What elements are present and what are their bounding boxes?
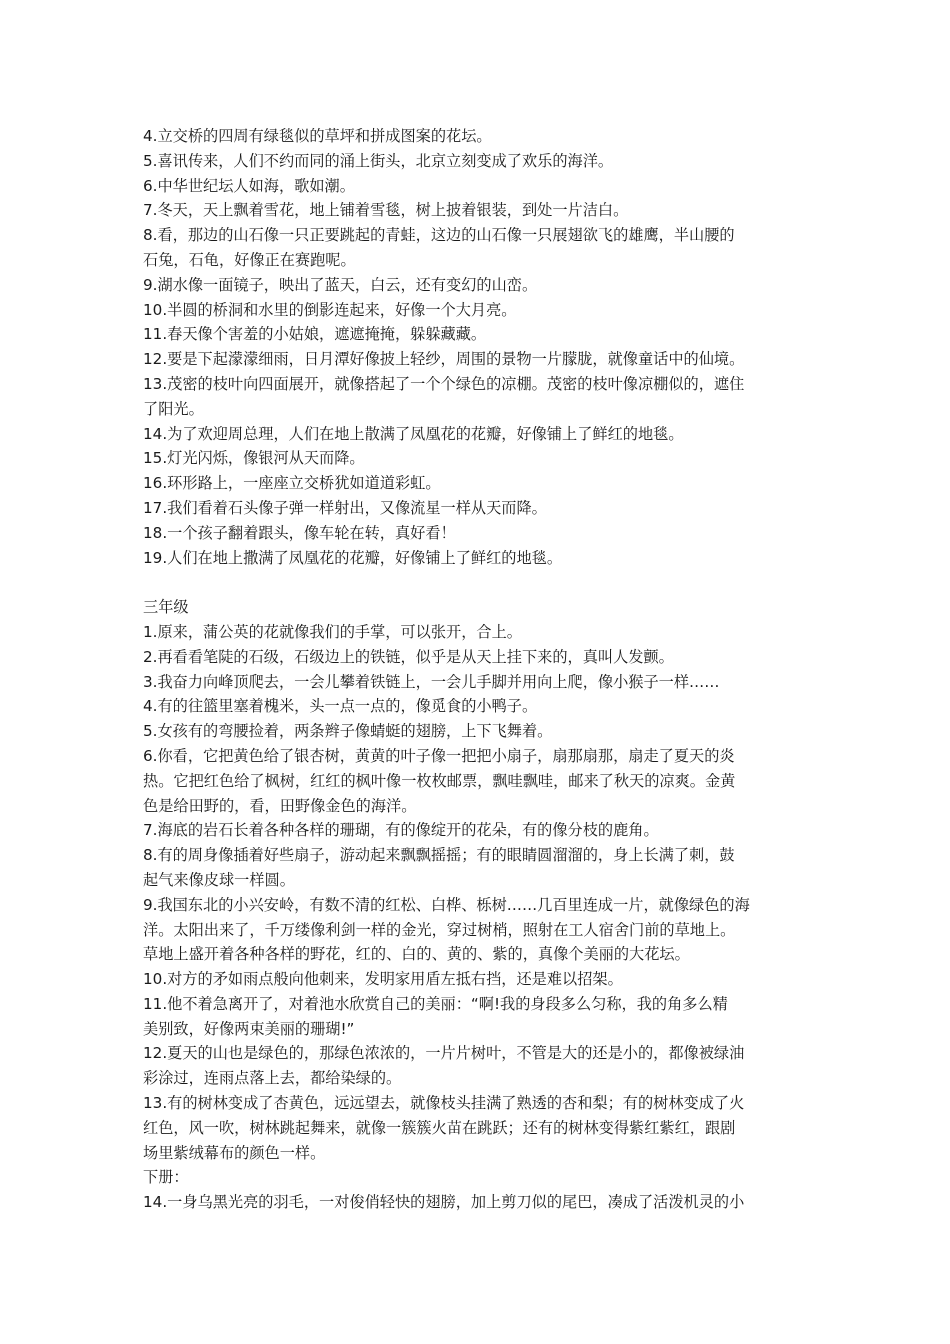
text-line: 美别致，好像两束美丽的珊瑚!” bbox=[143, 1019, 355, 1038]
text-line: 11.他不着急离开了，对着池水欣赏自己的美丽：“啊!我的身段多么匀称，我的角多么精 bbox=[143, 994, 728, 1013]
text-line: 13.茂密的枝叶向四面展开，就像搭起了一个个绿色的凉棚。茂密的枝叶像凉棚似的，遮住 bbox=[143, 374, 745, 393]
text-line: 1.原来，蒲公英的花就像我们的手掌，可以张开，合上。 bbox=[143, 622, 522, 641]
text-line: 石兔，石龟，好像正在赛跑呢。 bbox=[143, 250, 356, 269]
text-line: 3.我奋力向峰顶爬去，一会儿攀着铁链上，一会儿手脚并用向上爬，像小猴子一样…… bbox=[143, 672, 720, 691]
text-line: 7.海底的岩石长着各种各样的珊瑚，有的像绽开的花朵，有的像分枝的鹿角。 bbox=[143, 821, 659, 840]
text-line: 9.我国东北的小兴安岭，有数不清的红松、白桦、栎树……几百里连成一片，就像绿色的海 bbox=[143, 895, 750, 914]
text-line: 15.灯光闪烁，像银河从天而降。 bbox=[143, 449, 365, 468]
text-line: 下册： bbox=[143, 1168, 189, 1187]
section-gap bbox=[143, 570, 811, 595]
text-line: 了阳光。 bbox=[143, 399, 204, 418]
text-line: 13.有的树林变成了杏黄色，远远望去，就像枝头挂满了熟透的杏和梨；有的树林变成了火 bbox=[143, 1094, 745, 1113]
text-line: 洋。太阳出来了，千万缕像利剑一样的金光，穿过树梢，照射在工人宿舍门前的草地上。 bbox=[143, 920, 736, 939]
text-line: 14.一身乌黑光亮的羽毛，一对俊俏轻快的翅膀，加上剪刀似的尾巴，凑成了活泼机灵的小 bbox=[143, 1193, 745, 1212]
text-line: 11.春天像个害羞的小姑娘，遮遮掩掩，躲躲藏藏。 bbox=[143, 325, 487, 344]
text-line: 热。它把红色给了枫树，红红的枫叶像一枚枚邮票，飘哇飘哇，邮来了秋天的凉爽。金黄 bbox=[143, 771, 736, 790]
text-line: 红色，风一吹，树林跳起舞来，就像一簇簇火苗在跳跃；还有的树林变得紫红紫红，跟剧 bbox=[143, 1118, 736, 1137]
text-line: 8.看，那边的山石像一只正要跳起的青蛙，这边的山石像一只展翅欲飞的雄鹰，半山腰的 bbox=[143, 226, 735, 245]
text-line: 5.女孩有的弯腰捡着，两条辫子像蜻蜓的翅膀，上下飞舞着。 bbox=[143, 722, 553, 741]
text-line: 14.为了欢迎周总理，人们在地上散满了凤凰花的花瓣，好像铺上了鲜红的地毯。 bbox=[143, 424, 684, 443]
text-line: 场里紫绒幕布的颜色一样。 bbox=[143, 1143, 326, 1162]
text-line: 起气来像皮球一样圆。 bbox=[143, 870, 295, 889]
text-line: 7.冬天，天上飘着雪花，地上铺着雪毯，树上披着银装，到处一片洁白。 bbox=[143, 201, 629, 220]
text-line: 12.要是下起濛濛细雨，日月潭好像披上轻纱，周围的景物一片朦胧，就像童话中的仙境。 bbox=[143, 350, 745, 369]
text-line: 4.立交桥的四周有绿毯似的草坪和拼成图案的花坛。 bbox=[143, 127, 492, 145]
text-line: 10.对方的矛如雨点般向他刺来，发明家用盾左抵右挡，还是难以招架。 bbox=[143, 970, 623, 989]
text-line: 6.中华世纪坛人如海，歌如潮。 bbox=[143, 176, 355, 195]
text-line: 10.半圆的桥洞和水里的倒影连起来，好像一个大月亮。 bbox=[143, 300, 517, 319]
document-section-part2 bbox=[143, 595, 811, 1215]
document-section-part1 bbox=[143, 124, 811, 570]
text-line: 17.我们看着石头像子弹一样射出，又像流星一样从天而降。 bbox=[143, 498, 547, 517]
text-line: 4.有的往篮里塞着槐米，头一点一点的，像觅食的小鸭子。 bbox=[143, 697, 538, 716]
text-line: 12.夏天的山也是绿色的，那绿色浓浓的，一片片树叶，不管是大的还是小的，都像被绿油 bbox=[143, 1044, 745, 1063]
text-line: 5.喜讯传来，人们不约而同的涌上街头，北京立刻变成了欢乐的海洋。 bbox=[143, 151, 614, 170]
text-line: 9.湖水像一面镜子，映出了蓝天，白云，还有变幻的山峦。 bbox=[143, 275, 538, 294]
text-line: 6.你看，它把黄色给了银杏树，黄黄的叶子像一把把小扇子，扇那扇那，扇走了夏天的炎 bbox=[143, 746, 735, 765]
document-page bbox=[143, 124, 811, 1215]
text-line: 19.人们在地上撒满了凤凰花的花瓣，好像铺上了鲜红的地毯。 bbox=[143, 548, 563, 567]
text-line: 草地上盛开着各种各样的野花，红的、白的、黄的、紫的，真像个美丽的大花坛。 bbox=[143, 945, 690, 964]
text-line: 8.有的周身像插着好些扇子，游动起来飘飘摇摇；有的眼睛圆溜溜的，身上长满了刺，鼓 bbox=[143, 846, 735, 865]
text-line: 16.环形路上，一座座立交桥犹如道道彩虹。 bbox=[143, 474, 441, 493]
text-line: 18.一个孩子翻着跟头，像车轮在转，真好看！ bbox=[143, 523, 456, 542]
text-line: 色是给田野的，看，田野像金色的海洋。 bbox=[143, 796, 417, 815]
text-line: 彩涂过，连雨点落上去，都给染绿的。 bbox=[143, 1069, 402, 1088]
text-line: 三年级 bbox=[143, 598, 189, 617]
text-line: 2.再看看笔陡的石级，石级边上的铁链，似乎是从天上挂下来的，真叫人发颤。 bbox=[143, 647, 674, 666]
